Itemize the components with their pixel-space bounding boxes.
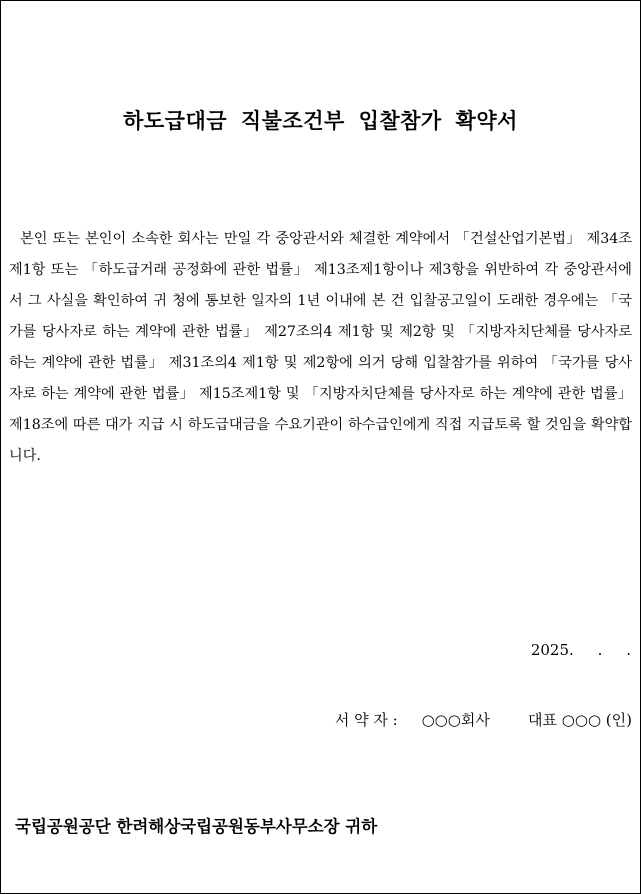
recipient-line: 국립공원공단 한려해상국립공원동부사무소장 귀하 [15, 817, 378, 836]
pledge-date: 2025. . . [530, 641, 631, 659]
signer-line [335, 709, 632, 730]
representative-seal: 대표 ○○○ (인) [528, 711, 632, 729]
company-name: ○○○회사 [421, 711, 490, 729]
document-title: 하도급대금 직불조건부 입찰참가 확약서 [123, 108, 518, 133]
pledge-body-text: 본인 또는 본인이 소속한 회사는 만일 각 중앙관서와 체결한 계약에서 「건설산업기본법」 제34조제1항 또는 「하도급거래 공정화에 관한 법률」 제13조제1항이나 제3항을 위반하여 각 중앙관서에서 그 사실을 확인하여 귀 청에 통보한 일자의 1년 이내에 본 건 입찰공고일이 도래한 경우에는 「국가를 당사자로 하는 계약에 관한 법률」 제27조의4 제1항 및 제2항 및 「지방자치단체를 당사자로 하는 계약에 관한 법률」 제31조의4 제1항 및 제2항에 의거 당해 입찰참가를 위하여 「국가를 당사자로 하는 계약에 관한 법률」 제15조제1항 및 「지방자치단체를 당사자로 하는 계약에 관한 법률」 제18조에 따른 대가 지급 시 하도급대금을 수요기관이 하수급인에게 직접 지급토록 할 것임을 확약합니다. [9, 231, 632, 464]
signer-label: 서 약 자 : [334, 711, 398, 729]
